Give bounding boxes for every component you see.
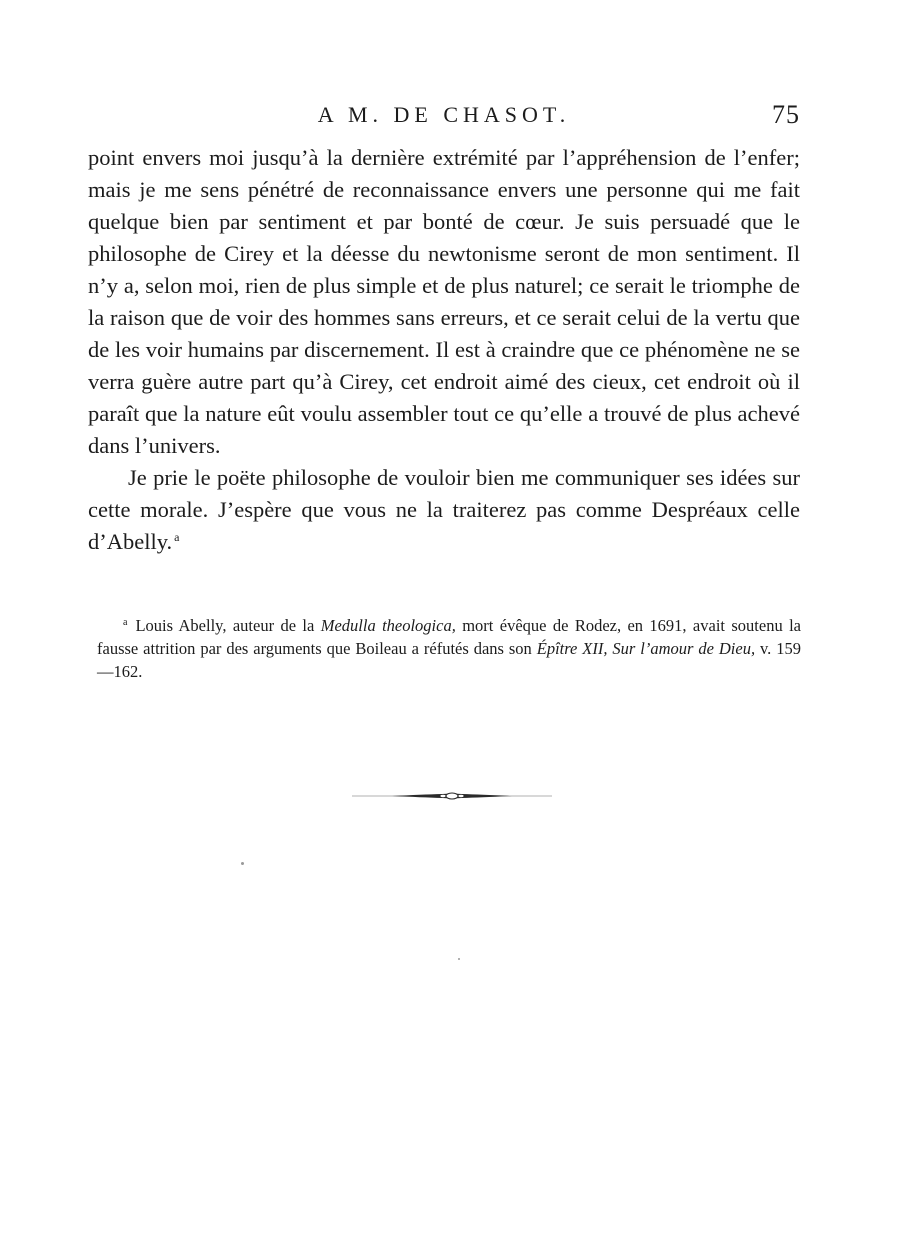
tailpiece-ornament-icon bbox=[352, 788, 552, 804]
running-head bbox=[88, 100, 800, 134]
footnote-text-2: mort évêque de Rodez, en 1691, avait soutenu la fausse attrition par des arguments que Boileau a réfutés dans son bbox=[97, 616, 801, 658]
footnote-work-italic: Épître XII, Sur l’amour de Dieu, bbox=[536, 639, 756, 658]
footnote-mark: a bbox=[123, 616, 128, 628]
paragraph-1-text: point envers moi jusqu’à la dernière extrémité par l’appréhension de l’enfer; mais je me sens pénétré de reconnaissance envers une personne qui me fait quelque bien par sentiment et par bonté de cœur. Je suis persuadé que le philosophe de Cirey et la déesse du newtonisme seront de mon sentiment. Il n’y a, selon moi, rien de plus simple et de plus naturel; ce serait le triomphe de la raison que de voir des hommes sans erreurs, et ce serait celui de la vertu que de les voir humains par discernement. Il est à craindre que ce phénomène ne se verra guère autre part qu’à Cirey, cet endroit aimé des cieux, cet endroit où il paraît que la nature eût voulu assembler tout ce qu’elle a trouvé de plus achevé dans l’univers. bbox=[88, 145, 800, 458]
footnotes bbox=[97, 614, 801, 683]
body-text bbox=[88, 142, 800, 558]
paper-speck bbox=[241, 862, 244, 865]
paragraph bbox=[88, 462, 800, 558]
paragraph-2-text: Je prie le poëte philosophe de vouloir bien me communiquer ses idées sur cette morale. J’espère que vous ne la traiterez pas comme Despréaux celle d’Abelly. bbox=[88, 465, 800, 554]
page-number: 75 bbox=[772, 100, 800, 129]
paragraph-continued bbox=[88, 142, 800, 462]
paper-speck bbox=[458, 958, 460, 960]
running-title: A M. DE CHASOT. bbox=[317, 102, 571, 127]
footnote-reference[interactable]: a bbox=[174, 529, 180, 544]
footnote bbox=[97, 614, 801, 683]
footnote-text-3: v. 159—162. bbox=[97, 639, 801, 681]
footnote-title-italic: Medulla theologica, bbox=[320, 616, 456, 635]
footnote-text-1: Louis Abelly, auteur de la bbox=[135, 616, 321, 635]
